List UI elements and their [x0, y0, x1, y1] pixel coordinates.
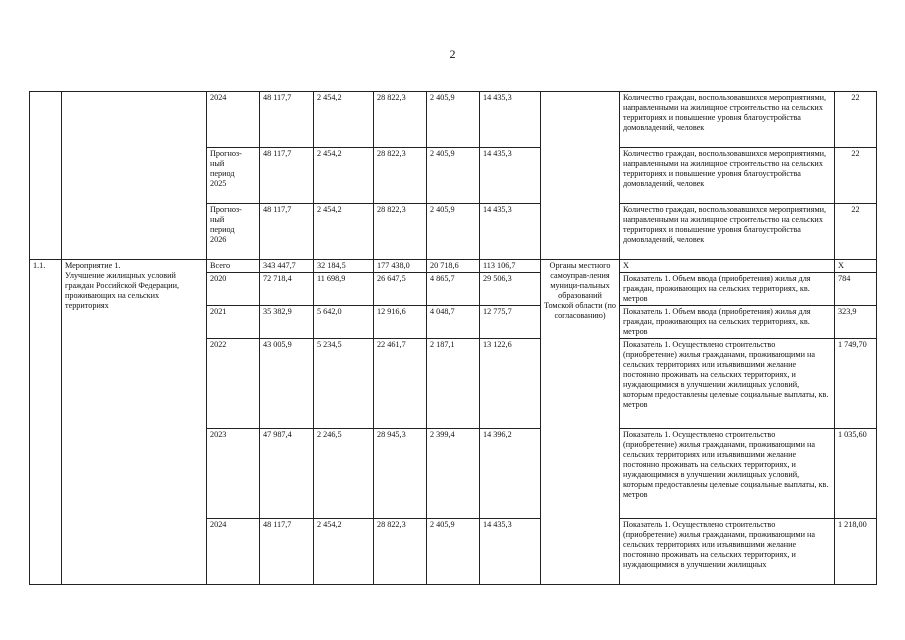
indicator-cell: Показатель 1. Осуществлено строительство (приобретение) жилья гражданами, проживающими на сельских территориях или изъявившими желание постоянно проживать на сельских территориях, и нуждающимися в улучшении жилищных условий, которым предоставлены целевые социальные выплаты, кв. метров: [620, 339, 835, 429]
total-cell: 43 005,9: [260, 339, 314, 429]
federal-cell: 11 698,9: [314, 273, 374, 306]
indicator-value-cell: 22: [835, 92, 877, 148]
regional-cell: 22 461,7: [374, 339, 427, 429]
local-cell: 2 405,9: [427, 519, 480, 585]
indicator-cell: Количество граждан, воспользовавшихся мероприятиями, направленными на жилищное строительство на сельских территориях и повышение уровня благоустройства домовладений, человек: [620, 148, 835, 204]
local-cell: 4 865,7: [427, 273, 480, 306]
indicator-cell: Х: [620, 260, 835, 273]
indicator-cell: Показатель 1. Осуществлено строительство (приобретение) жилья гражданами, проживающими на сельских территориях или изъявившими желание постоянно проживать на сельских территориях, и нуждающимися в улучшении жилищных условий, которым предоставлены целевые социальные выплаты, кв. метров: [620, 429, 835, 519]
indicator-cell: Показатель 1. Объем ввода (приобретения) жилья для граждан, проживающих на сельских территориях, кв. метров: [620, 306, 835, 339]
federal-cell: 2 454,2: [314, 148, 374, 204]
extra-cell: 113 106,7: [480, 260, 541, 273]
year-cell: 2022: [207, 339, 260, 429]
federal-cell: 2 454,2: [314, 204, 374, 260]
measure-cell: [62, 92, 207, 260]
year-cell: 2020: [207, 273, 260, 306]
extra-cell: 13 122,6: [480, 339, 541, 429]
year-cell: 2021: [207, 306, 260, 339]
total-cell: 48 117,7: [260, 148, 314, 204]
total-cell: 48 117,7: [260, 519, 314, 585]
total-cell: 47 987,4: [260, 429, 314, 519]
local-cell: 2 187,1: [427, 339, 480, 429]
year-cell: Всего: [207, 260, 260, 273]
measure-number: 1.1.: [30, 260, 62, 585]
indicator-value-cell: 1 035,60: [835, 429, 877, 519]
federal-cell: 2 454,2: [314, 519, 374, 585]
extra-cell: 14 435,3: [480, 92, 541, 148]
total-cell: 72 718,4: [260, 273, 314, 306]
extra-cell: 14 435,3: [480, 148, 541, 204]
federal-cell: 5 234,5: [314, 339, 374, 429]
indicator-value-cell: 1 218,00: [835, 519, 877, 585]
regional-cell: 28 822,3: [374, 204, 427, 260]
indicator-value-cell: 22: [835, 148, 877, 204]
table-row: [30, 92, 877, 148]
indicator-cell: Показатель 1. Объем ввода (приобретения) жилья для граждан, проживающих на сельских территориях, кв. метров: [620, 273, 835, 306]
total-cell: 48 117,7: [260, 204, 314, 260]
indicator-value-cell: 323,9: [835, 306, 877, 339]
regional-cell: 28 822,3: [374, 519, 427, 585]
indicator-value-cell: 784: [835, 273, 877, 306]
regional-cell: 26 647,5: [374, 273, 427, 306]
regional-cell: 28 822,3: [374, 148, 427, 204]
executor-cell: Органы местного самоуправ-ления муници-пальных образований Томской области (по согласованию): [541, 260, 620, 585]
indicator-value-cell: 1 749,70: [835, 339, 877, 429]
extra-cell: 14 435,3: [480, 519, 541, 585]
indicator-cell: Показатель 1. Осуществлено строительство (приобретение) жилья гражданами, проживающими на сельских территориях или изъявившими желание постоянно проживать на сельских территориях, и нуждающимися в улучшении жилищных: [620, 519, 835, 585]
local-cell: 20 718,6: [427, 260, 480, 273]
federal-cell: 32 184,5: [314, 260, 374, 273]
measure-title: Мероприятие 1. Улучшение жилищных условий граждан Российской Федерации, проживающих на сельских территориях: [62, 260, 207, 585]
extra-cell: 12 775,7: [480, 306, 541, 339]
executor-cell: [541, 92, 620, 260]
regional-cell: 177 438,0: [374, 260, 427, 273]
page-number: 2: [449, 47, 456, 61]
indicator-value-cell: 22: [835, 204, 877, 260]
table-row: [30, 260, 877, 273]
total-cell: 343 447,7: [260, 260, 314, 273]
total-cell: 48 117,7: [260, 92, 314, 148]
extra-cell: 14 435,3: [480, 204, 541, 260]
regional-cell: 12 916,6: [374, 306, 427, 339]
regional-cell: 28 822,3: [374, 92, 427, 148]
year-cell: Прогноз- ный период 2025: [207, 148, 260, 204]
year-cell: 2023: [207, 429, 260, 519]
year-cell: 2024: [207, 92, 260, 148]
indicator-value-cell: Х: [835, 260, 877, 273]
federal-cell: 5 642,0: [314, 306, 374, 339]
regional-cell: 28 945,3: [374, 429, 427, 519]
local-cell: 4 048,7: [427, 306, 480, 339]
federal-cell: 2 454,2: [314, 92, 374, 148]
program-table: [29, 91, 877, 585]
year-cell: Прогноз- ный период 2026: [207, 204, 260, 260]
local-cell: 2 405,9: [427, 148, 480, 204]
indicator-cell: Количество граждан, воспользовавшихся мероприятиями, направленными на жилищное строительство на сельских территориях и повышение уровня благоустройства домовладений, человек: [620, 92, 835, 148]
extra-cell: 14 396,2: [480, 429, 541, 519]
extra-cell: 29 506,3: [480, 273, 541, 306]
year-cell: 2024: [207, 519, 260, 585]
total-cell: 35 382,9: [260, 306, 314, 339]
indicator-cell: Количество граждан, воспользовавшихся мероприятиями, направленными на жилищное строительство на сельских территориях и повышение уровня благоустройства домовладений, человек: [620, 204, 835, 260]
number-cell: [30, 92, 62, 260]
local-cell: 2 405,9: [427, 92, 480, 148]
local-cell: 2 399,4: [427, 429, 480, 519]
federal-cell: 2 246,5: [314, 429, 374, 519]
local-cell: 2 405,9: [427, 204, 480, 260]
